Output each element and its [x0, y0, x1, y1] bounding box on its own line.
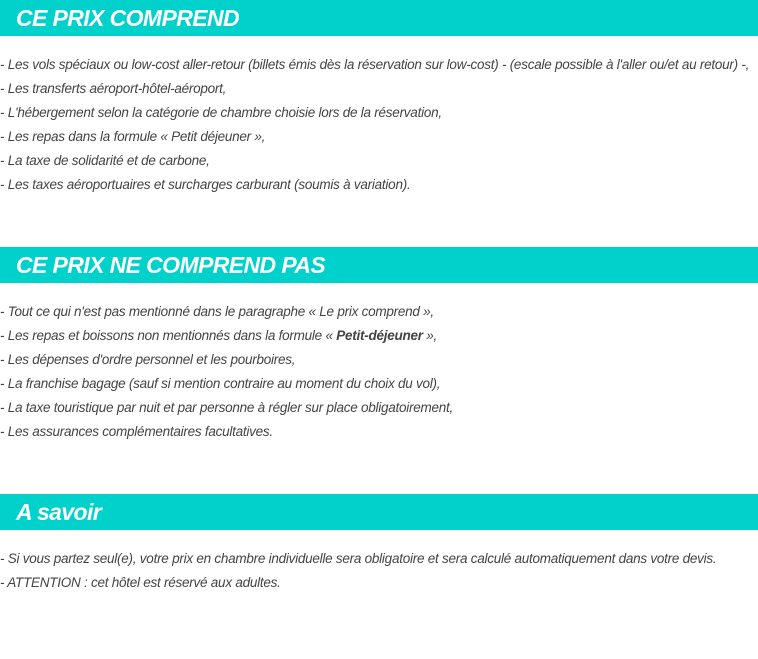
list-item: - La taxe de solidarité et de carbone,	[0, 153, 210, 168]
list-item	[0, 324, 758, 348]
section-title: CE PRIX COMPREND	[0, 0, 758, 36]
list-item: - Les repas dans la formule « Petit déjeuner »,	[0, 129, 266, 144]
section-title: A savoir	[0, 494, 758, 530]
list-item-text: »,	[422, 328, 437, 343]
list-item: - La franchise bagage (sauf si mention contraire au moment du choix du vol),	[0, 376, 441, 391]
section-body	[0, 300, 758, 444]
list-item: - La taxe touristique par nuit et par personne à régler sur place obligatoirement,	[0, 400, 454, 415]
section-not-included	[0, 247, 758, 444]
list-item: - Si vous partez seul(e), votre prix en chambre individuelle sera obligatoire et sera calculé automatiquement dans votre devis.	[0, 551, 717, 566]
list-item: - Les taxes aéroportuaires et surcharges carburant (soumis à variation).	[0, 177, 411, 192]
section-body	[0, 53, 758, 197]
list-item: - ATTENTION : cet hôtel est réservé aux adultes.	[0, 575, 281, 590]
list-item-bold: Petit-déjeuner	[336, 328, 423, 343]
list-item: - Les assurances complémentaires facultatives.	[0, 424, 273, 439]
list-item: - L'hébergement selon la catégorie de chambre choisie lors de la réservation,	[0, 105, 442, 120]
section-title: CE PRIX NE COMPREND PAS	[0, 247, 758, 283]
list-item: - Les dépenses d'ordre personnel et les pourboires,	[0, 352, 296, 367]
list-item: - Les vols spéciaux ou low-cost aller-retour (billets émis dès la réservation sur low-cost) - (escale possible à l'aller ou/et au retour) -,	[0, 57, 750, 72]
list-item: - Tout ce qui n'est pas mentionné dans le paragraphe « Le prix comprend »,	[0, 304, 434, 319]
list-item: - Les transferts aéroport-hôtel-aéroport,	[0, 81, 227, 96]
section-included	[0, 0, 758, 197]
section-to-know	[0, 494, 758, 595]
list-item-text: - Les repas et boissons non mentionnés dans la formule «	[0, 328, 337, 343]
section-body	[0, 547, 758, 595]
